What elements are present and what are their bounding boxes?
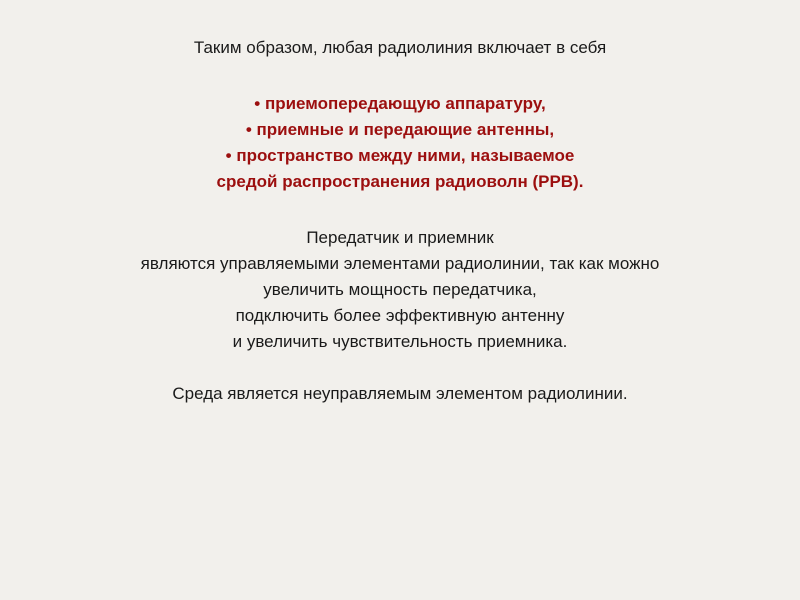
paragraph-line: увеличить мощность передатчика, [263, 280, 537, 299]
bullet-equipment: • приемопередающую аппаратуру, [254, 94, 546, 113]
conclusion-text: Среда является неуправляемым элементом радиолинии. [172, 384, 628, 403]
paragraph-line: являются управляемыми элементами радиолинии, так как можно [140, 254, 660, 273]
bullet-space-continuation: средой распространения радиоволн (РРВ). [216, 172, 584, 191]
intro-text: Таким образом, любая радиолиния включает в себя [193, 38, 607, 57]
paragraph-line: и увеличить чувствительность приемника. [232, 332, 568, 351]
bullet-antennas: • приемные и передающие антенны, [245, 120, 555, 139]
paragraph-line: подключить более эффективную антенну [235, 306, 565, 325]
paragraph-line: Передатчик и приемник [306, 228, 494, 247]
bullet-space: • пространство между ними, называемое [225, 146, 575, 165]
